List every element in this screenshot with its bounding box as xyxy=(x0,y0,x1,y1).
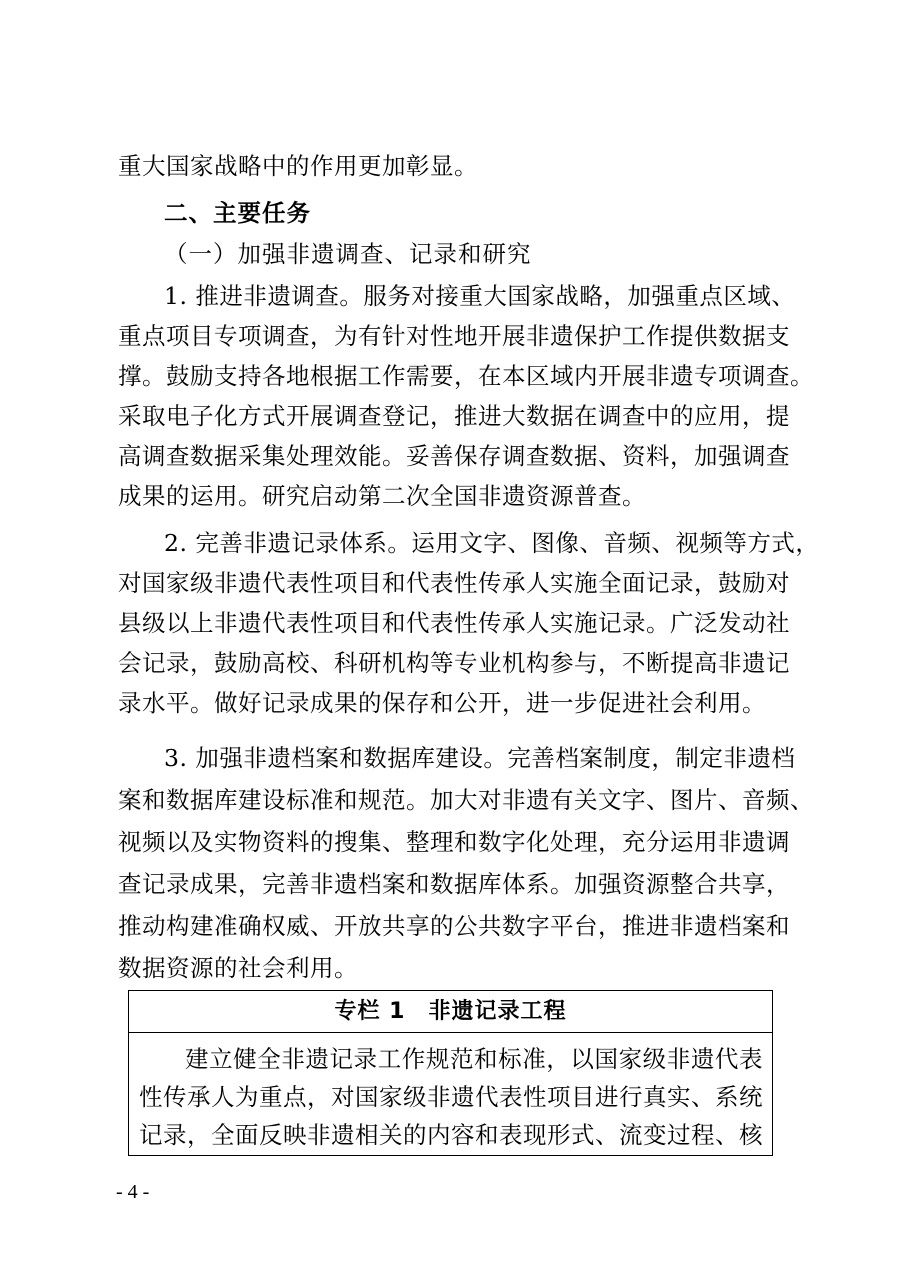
paragraph-line: 采取电子化方式开展调查登记，推进大数据在调查中的应用，提 xyxy=(118,402,790,430)
paragraph-line: 视频以及实物资料的搜集、整理和数字化处理，充分运用非遗调 xyxy=(118,828,790,856)
paragraph-line: 会记录，鼓励高校、科研机构等专业机构参与，不断提高非遗记 xyxy=(118,649,790,677)
paragraph-line: 3. 加强非遗档案和数据库建设。完善档案制度，制定非遗档 xyxy=(164,744,796,772)
page-number: - 4 - xyxy=(116,1181,150,1203)
paragraph-line: 成果的运用。研究启动第二次全国非遗资源普查。 xyxy=(118,482,646,510)
paragraph-line: 推动构建准确权威、开放共享的公共数字平台，推进非遗档案和 xyxy=(118,912,790,940)
paragraph-line: 高调查数据采集处理效能。妥善保存调查数据、资料，加强调查 xyxy=(118,442,790,470)
column-box-line: 建立健全非遗记录工作规范和标准，以国家级非遗代表 xyxy=(185,1045,763,1073)
paragraph-line: 录水平。做好记录成果的保存和公开，进一步促进社会利用。 xyxy=(118,689,766,717)
column-box-title: 专栏 1 非遗记录工程 xyxy=(129,991,772,1033)
paragraph-line: 案和数据库建设标准和规范。加大对非遗有关文字、图片、音频、 xyxy=(118,786,814,814)
paragraph-line: 2. 完善非遗记录体系。运用文字、图像、音频、视频等方式， xyxy=(164,529,820,557)
paragraph-line: 对国家级非遗代表性项目和代表性传承人实施全面记录，鼓励对 xyxy=(118,569,790,597)
column-box-line: 记录，全面反映非遗相关的内容和表现形式、流变过程、核 xyxy=(139,1121,763,1149)
section-heading: 二、主要任务 xyxy=(164,199,311,227)
paragraph-line: 数据资源的社会利用。 xyxy=(118,954,358,982)
intro-line: 重大国家战略中的作用更加彰显。 xyxy=(118,152,478,180)
paragraph-line: 查记录成果，完善非遗档案和数据库体系。加强资源整合共享， xyxy=(118,870,790,898)
column-box-line: 性传承人为重点，对国家级非遗代表性项目进行真实、系统 xyxy=(139,1083,763,1111)
paragraph-line: 重点项目专项调查，为有针对性地开展非遗保护工作提供数据支 xyxy=(118,322,790,350)
paragraph-line: 县级以上非遗代表性项目和代表性传承人实施记录。广泛发动社 xyxy=(118,609,790,637)
paragraph-line: 1. 推进非遗调查。服务对接重大国家战略，加强重点区域、 xyxy=(164,282,796,310)
paragraph-line: 撑。鼓励支持各地根据工作需要，在本区域内开展非遗专项调查。 xyxy=(118,362,814,390)
subsection-heading: （一）加强非遗调查、记录和研究 xyxy=(164,240,532,268)
column-box xyxy=(128,990,773,1156)
